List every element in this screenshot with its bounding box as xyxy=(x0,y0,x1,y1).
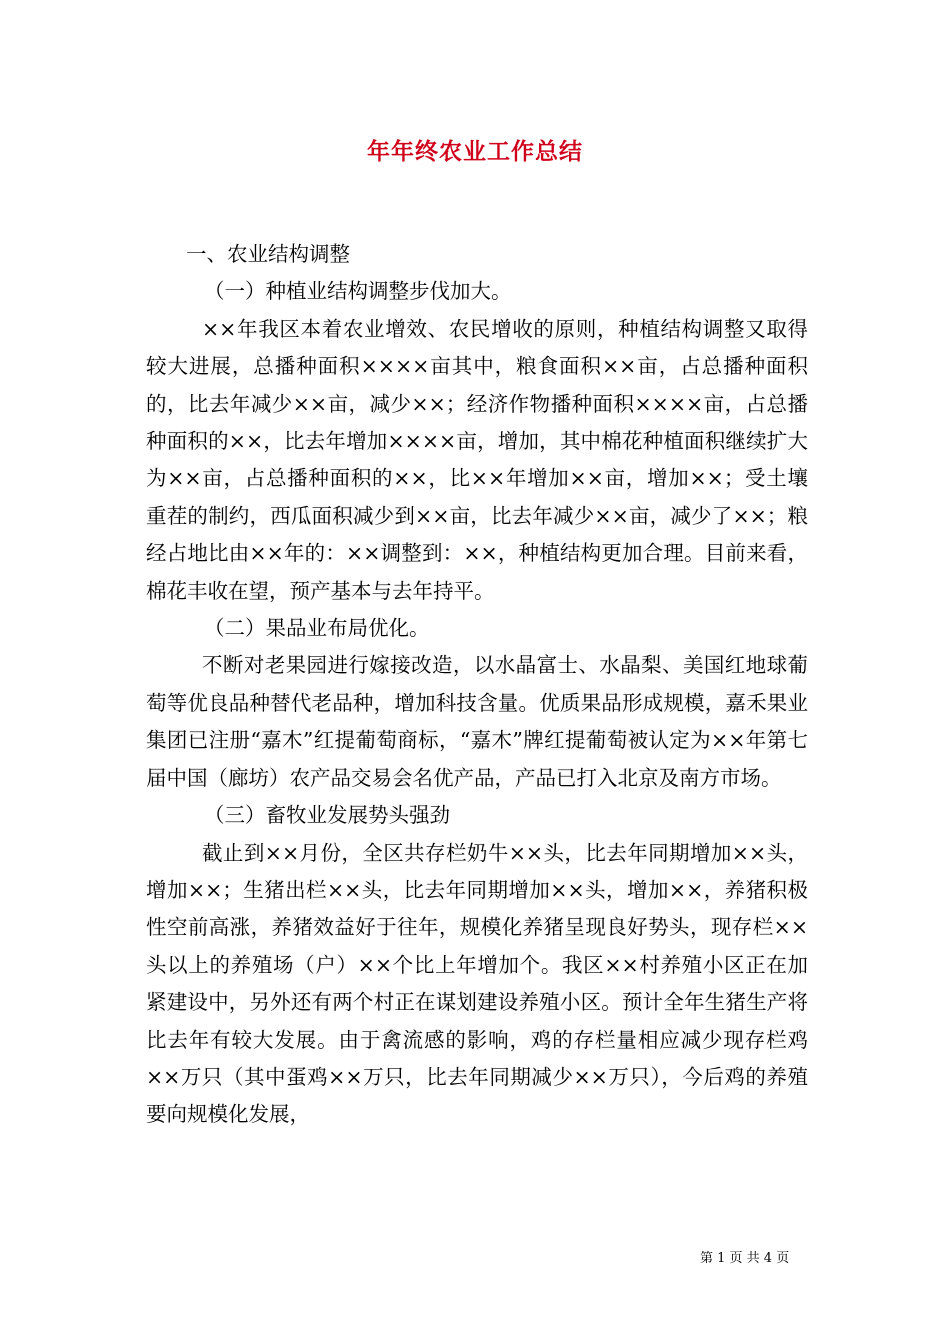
subsection-heading-fruit: （二）果品业布局优化。 xyxy=(204,616,430,641)
paragraph-planting: ××年我区本着农业增效、农民增收的原则，种植结构调整又取得较大进展，总播种面积××××亩其中，粮食面积××亩，占总播种面积的，比去年减少××亩，减少××；经济作物播种面积××××亩，占总播种面积的××，比去年增加××××亩，增加，其中棉花种植面积继续扩大为××亩，占总播种面积的××，比××年增加××亩，增加××；受土壤重茬的制约，西瓜面积减少到××亩，比去年减少××亩，减少了××；粮经占地比由××年的：××调整到：××，种植结构更加合理。目前来看，棉花丰收在望，预产基本与去年持平。 xyxy=(146,316,808,603)
section-heading-agri-structure: 一、农业结构调整 xyxy=(186,242,350,266)
subsection-heading-planting: （一）种植业结构调整步伐加大。 xyxy=(204,279,512,304)
paragraph-fruit: 不断对老果园进行嫁接改造，以水晶富士、水晶梨、美国红地球葡萄等优良品种替代老品种，增加科技含量。优质果品形成规模，嘉禾果业集团已注册“嘉木”红提葡萄商标，“嘉木”牌红提葡萄被认定为××年第七届中国（廊坊）农产品交易会名优产品，产品已打入北京及南方市场。 xyxy=(146,653,808,790)
page-number-footer: 第 1 页 共 4 页 xyxy=(700,1251,790,1266)
document-title: 年年终农业工作总结 xyxy=(367,139,583,165)
subsection-heading-livestock: （三）畜牧业发展势头强劲 xyxy=(204,803,450,828)
document-body xyxy=(146,236,808,1134)
paragraph-livestock: 截止到××月份，全区共存栏奶牛××头，比去年同期增加××头，增加××；生猪出栏××头，比去年同期增加××头，增加××，养猪积极性空前高涨，养猪效益好于往年，规模化养猪呈现良好势头，现存栏××头以上的养殖场（户）××个比上年增加个。我区××村养殖小区正在加紧建设中，另外还有两个村正在谋划建设养殖小区。预计全年生猪生产将比去年有较大发展。由于禽流感的影响，鸡的存栏量相应减少现存栏鸡××万只（其中蛋鸡××万只，比去年同期减少××万只），今后鸡的养殖要向规模化发展， xyxy=(146,840,808,1127)
